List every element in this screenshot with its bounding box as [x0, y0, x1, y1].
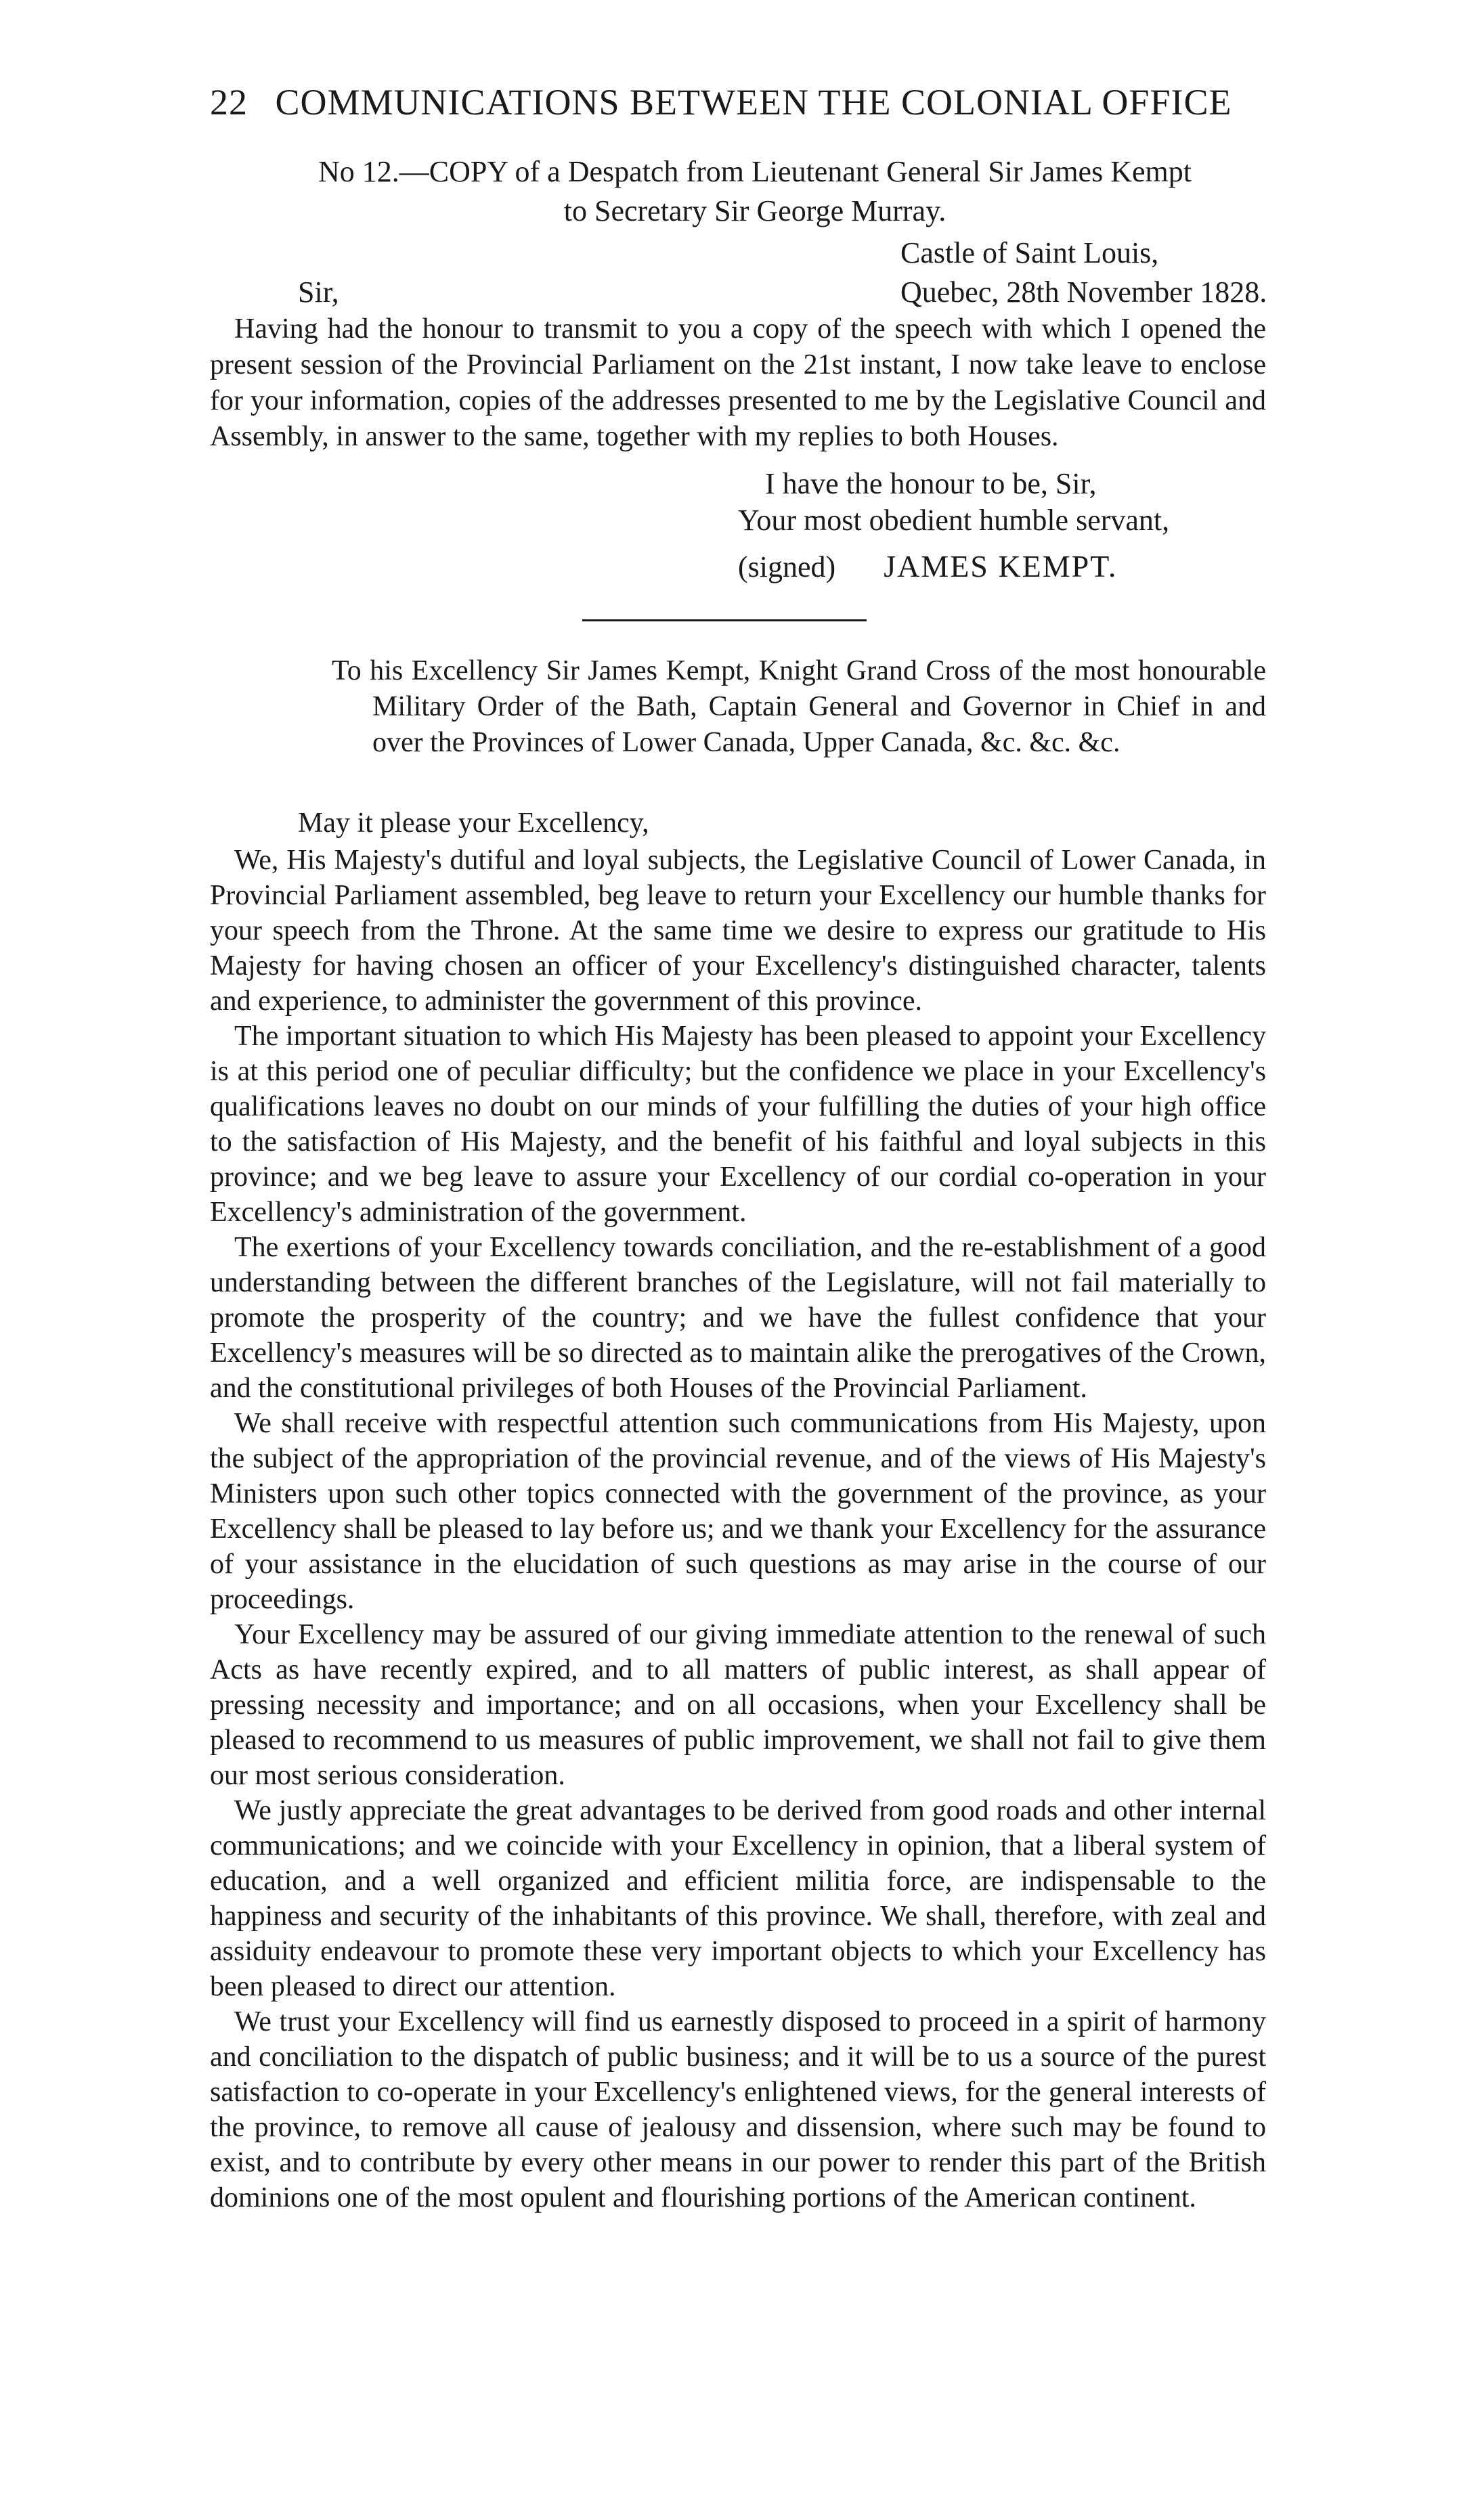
closing-line-1: I have the honour to be, Sir, [765, 467, 1097, 500]
signed-label: (signed) [738, 550, 836, 583]
place-and-date [900, 234, 1374, 312]
despatch-title [237, 152, 1273, 231]
address-paragraph: We justly appreciate the great advantages to be derived from good roads and other internal communications; and we coincide with your Excellency in opinion, that a liberal system of education, and a well organized and efficient militia force, are indispensable to the happiness and security of the inhabitants of this province. We shall, therefore, with zeal and assiduity endeavour to promote these very important objects to which your Excellency has been pleased to direct our attention. [210, 1795, 1266, 2002]
salutation: Sir, [298, 275, 339, 309]
address-greeting: May it please your Excellency, [298, 808, 649, 839]
address-heading: To his Excellency Sir James Kempt, Knight Grand Cross of the most honourable Military Order of the Bath, Captain General and Governor in Chief in and over the Provinces of Lower Canada, Upper Canada, &c. &c. &c. [332, 655, 1266, 758]
section-divider [582, 619, 867, 621]
closing-line-2: Your most obedient humble servant, [738, 504, 1170, 537]
running-title: COMMUNICATIONS BETWEEN THE COLONIAL OFFICE [275, 82, 1232, 123]
date: Quebec, 28th November 1828. [900, 275, 1267, 309]
signer-name: JAMES KEMPT. [884, 549, 1118, 583]
address-paragraph: We shall receive with respectful attention such communications from His Majesty, upon the subject of the appropriation of the provincial revenue, and of the views of His Majesty's Ministers upon such other topics connected with the government of the province, as your Excellency shall be pleased to lay before us; and we thank your Excellency for the assurance of your assistance in the elucidation of such questions as may arise in the course of our proceedings. [210, 1408, 1266, 1615]
address-paragraph: We trust your Excellency will find us earnestly disposed to proceed in a spirit of harmony and conciliation to the dispatch of public business; and it will be to us a source of the purest satisfaction to co-operate in your Excellency's enlightened views, for the general interests of the province, to remove all cause of jealousy and dissension, where such may be found to exist, and to contribute by every other means in our power to render this part of the British dominions one of the most opulent and flourishing portions of the American continent. [210, 2006, 1266, 2213]
address-paragraph: We, His Majesty's dutiful and loyal subjects, the Legislative Council of Lower Canada, in Provincial Parliament assembled, beg leave to return your Excellency our humble thanks for your speech from the Throne. At the same time we desire to express our gratitude to His Majesty for having chosen an officer of your Excellency's distinguished character, talents and experience, to administer the government of this province. [210, 845, 1266, 1017]
despatch-title-line-1: No 12.—COPY of a Despatch from Lieutenant General Sir James Kempt [318, 155, 1192, 188]
closing [738, 466, 1280, 585]
place: Castle of Saint Louis, [900, 236, 1159, 269]
despatch-paragraph: Having had the honour to transmit to you a copy of the speech with which I opened the present session of the Provincial Parliament on the 21st instant, I now take leave to enclose for your information, copies of the addresses presented to me by the Legislative Council and Assembly, in answer to the same, together with my replies to both Houses. [210, 313, 1266, 452]
running-head [210, 81, 1266, 123]
despatch-title-line-2: to Secretary Sir George Murray. [563, 194, 946, 227]
signature-line [738, 548, 1280, 585]
address-paragraph: The important situation to which His Majesty has been pleased to appoint your Excellency is at this period one of peculiar difficulty; but the confidence we place in your Excellency's qualifications leaves no doubt on our minds of your fulfilling the duties of your high office to the satisfaction of His Majesty, and the benefit of his faithful and loyal subjects in this province; and we beg leave to assure your Excellency of our cordial co-operation in your Excellency's administration of the government. [210, 1021, 1266, 1228]
address-paragraph: Your Excellency may be assured of our giving immediate attention to the renewal of such Acts as have recently expired, and to all matters of public interest, as shall appear of pressing necessity and importance; and on all occasions, when your Excellency shall be pleased to recommend to us measures of public improvement, we shall not fail to give them our most serious consideration. [210, 1619, 1266, 1791]
page-number: 22 [210, 82, 248, 123]
address-body [210, 843, 1266, 2215]
address-paragraph: The exertions of your Excellency towards conciliation, and the re-establishment of a good understanding between the different branches of the Legislature, will not fail materially to promote the prosperity of the country; and we have the fullest confidence that your Excellency's measures will be so directed as to maintain alike the prerogatives of the Crown, and the constitutional privileges of both Houses of the Provincial Parliament. [210, 1232, 1266, 1404]
